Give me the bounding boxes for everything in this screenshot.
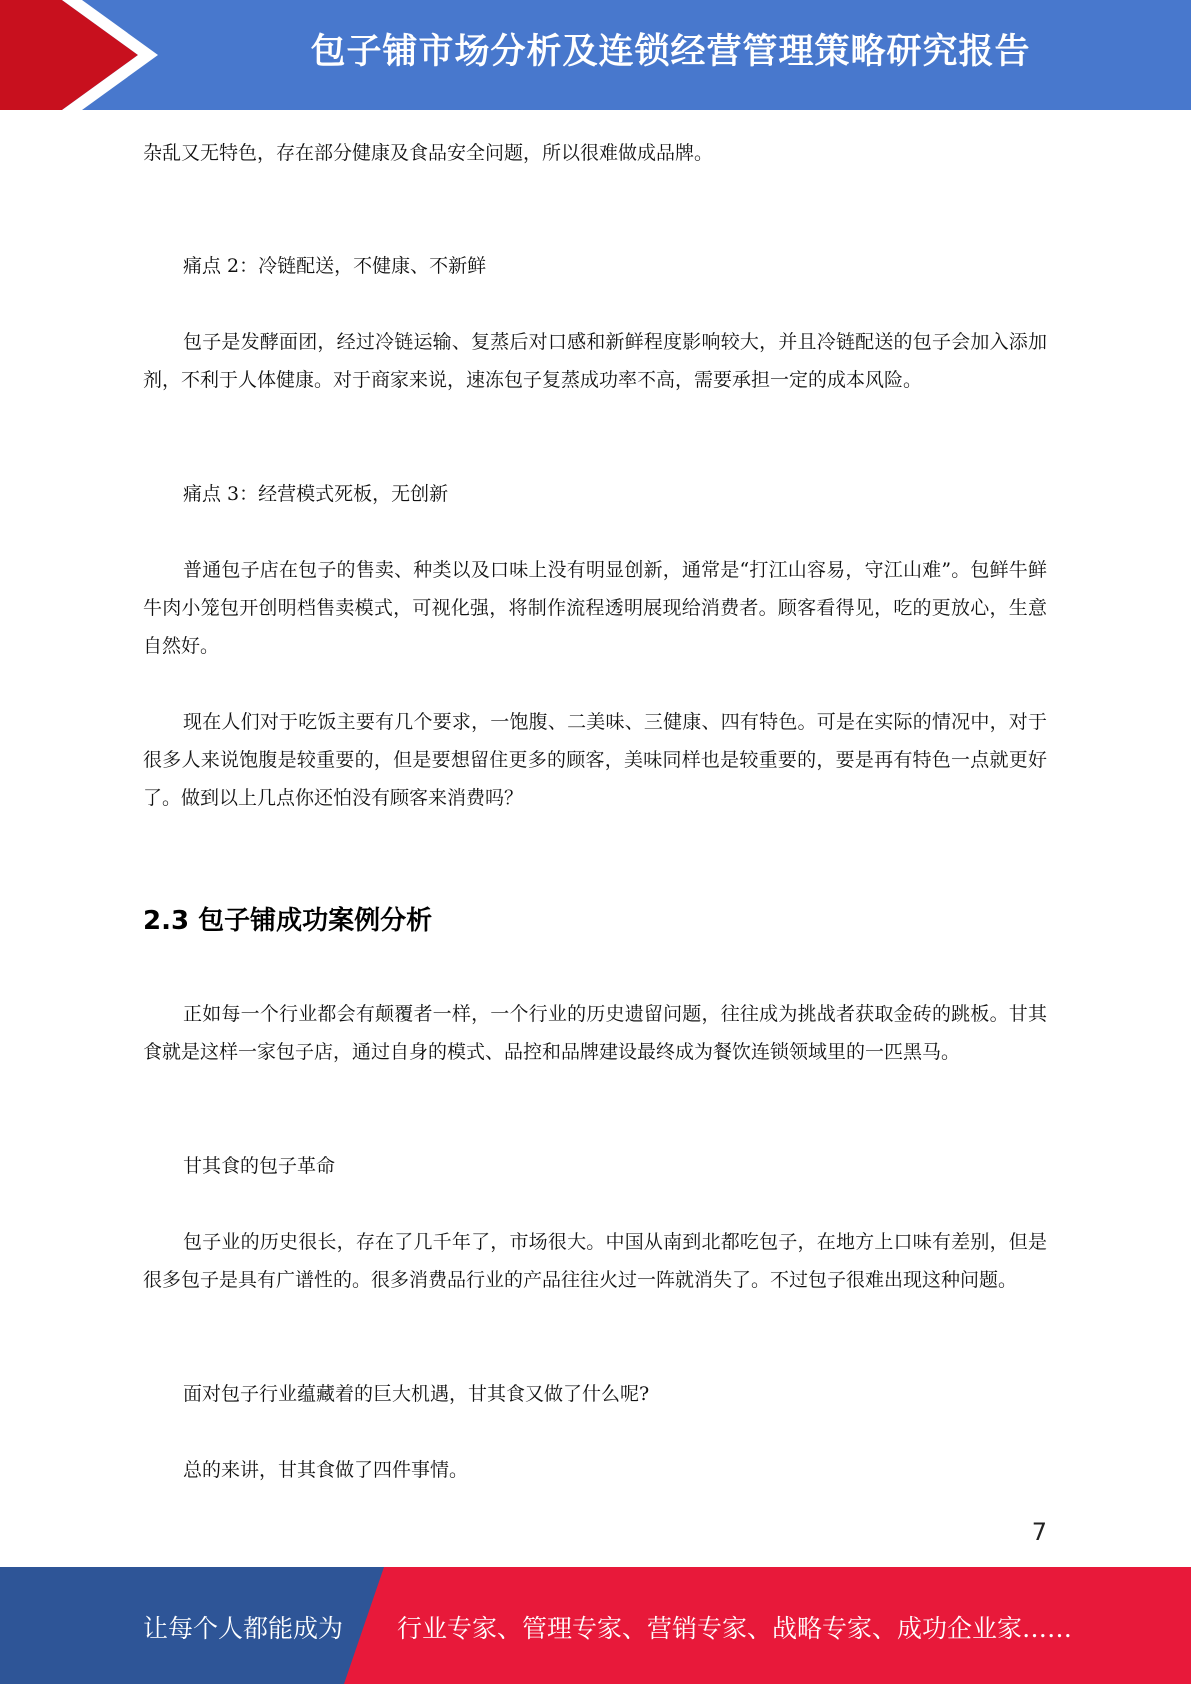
pain-point-2-heading: 痛点 2：冷链配送，不健康、不新鲜 <box>183 255 487 277</box>
report-title: 包子铺市场分析及连锁经营管理策略研究报告 <box>310 32 1031 72</box>
paragraph-bun-history: 包子业的历史很长，存在了几千年了，市场很大。中国从南到北都吃包子，在地方上口味有差别，但是很多包子是具有广谱性的。很多消费品行业的产品往往火过一阵就消失了。不过包子很难出现这种问题。 <box>143 1231 1047 1291</box>
paragraph-disruptor: 正如每一个行业都会有颠覆者一样，一个行业的历史遗留问题，往往成为挑战者获取金砖的跳板。甘其食就是这样一家包子店，通过自身的模式、品控和品牌建设最终成为餐饮连锁领域里的一匹黑马。 <box>143 1003 1047 1063</box>
page-number: 7 <box>1031 1518 1047 1546</box>
paragraph-requirements: 现在人们对于吃饭主要有几个要求，一饱腹、二美味、三健康、四有特色。可是在实际的情况中，对于很多人来说饱腹是较重要的，但是要想留住更多的顾客，美味同样也是较重要的，要是再有特色一点就更好了。做到以上几点你还怕没有顾客来消费吗？ <box>143 711 1047 809</box>
header-chevron-decoration <box>0 0 160 110</box>
paragraph-opportunity: 面对包子行业蕴藏着的巨大机遇，甘其食又做了什么呢? <box>183 1383 650 1405</box>
paragraph-four-things: 总的来讲，甘其食做了四件事情。 <box>183 1459 469 1481</box>
subheading-ganqishi-revolution: 甘其食的包子革命 <box>183 1155 336 1177</box>
paragraph-intro-tail: 杂乱又无特色，存在部分健康及食品安全问题，所以很难做成品牌。 <box>143 142 714 164</box>
page-footer <box>0 1567 1191 1684</box>
paragraph-cold-chain: 包子是发酵面团，经过冷链运输、复蒸后对口感和新鲜程度影响较大，并且冷链配送的包子会加入添加剂，不利于人体健康。对于商家来说，速冻包子复蒸成功率不高，需要承担一定的成本风险。 <box>143 331 1047 391</box>
footer-slogan-left: 让每个人都能成为 <box>143 1614 344 1643</box>
footer-slogan-right: 行业专家、管理专家、营销专家、战略专家、成功企业家…… <box>397 1614 1073 1643</box>
paragraph-innovation: 普通包子店在包子的售卖、种类以及口味上没有明显创新，通常是“打江山容易，守江山难”。包鲜牛鲜牛肉小笼包开创明档售卖模式，可视化强，将制作流程透明展现给消费者。顾客看得见，吃的更放心，生意自然好。 <box>143 559 1047 657</box>
page-header <box>0 0 1191 110</box>
section-heading-2-3: 2.3 包子铺成功案例分析 <box>143 906 433 936</box>
pain-point-3-heading: 痛点 3：经营模式死板，无创新 <box>183 483 449 505</box>
